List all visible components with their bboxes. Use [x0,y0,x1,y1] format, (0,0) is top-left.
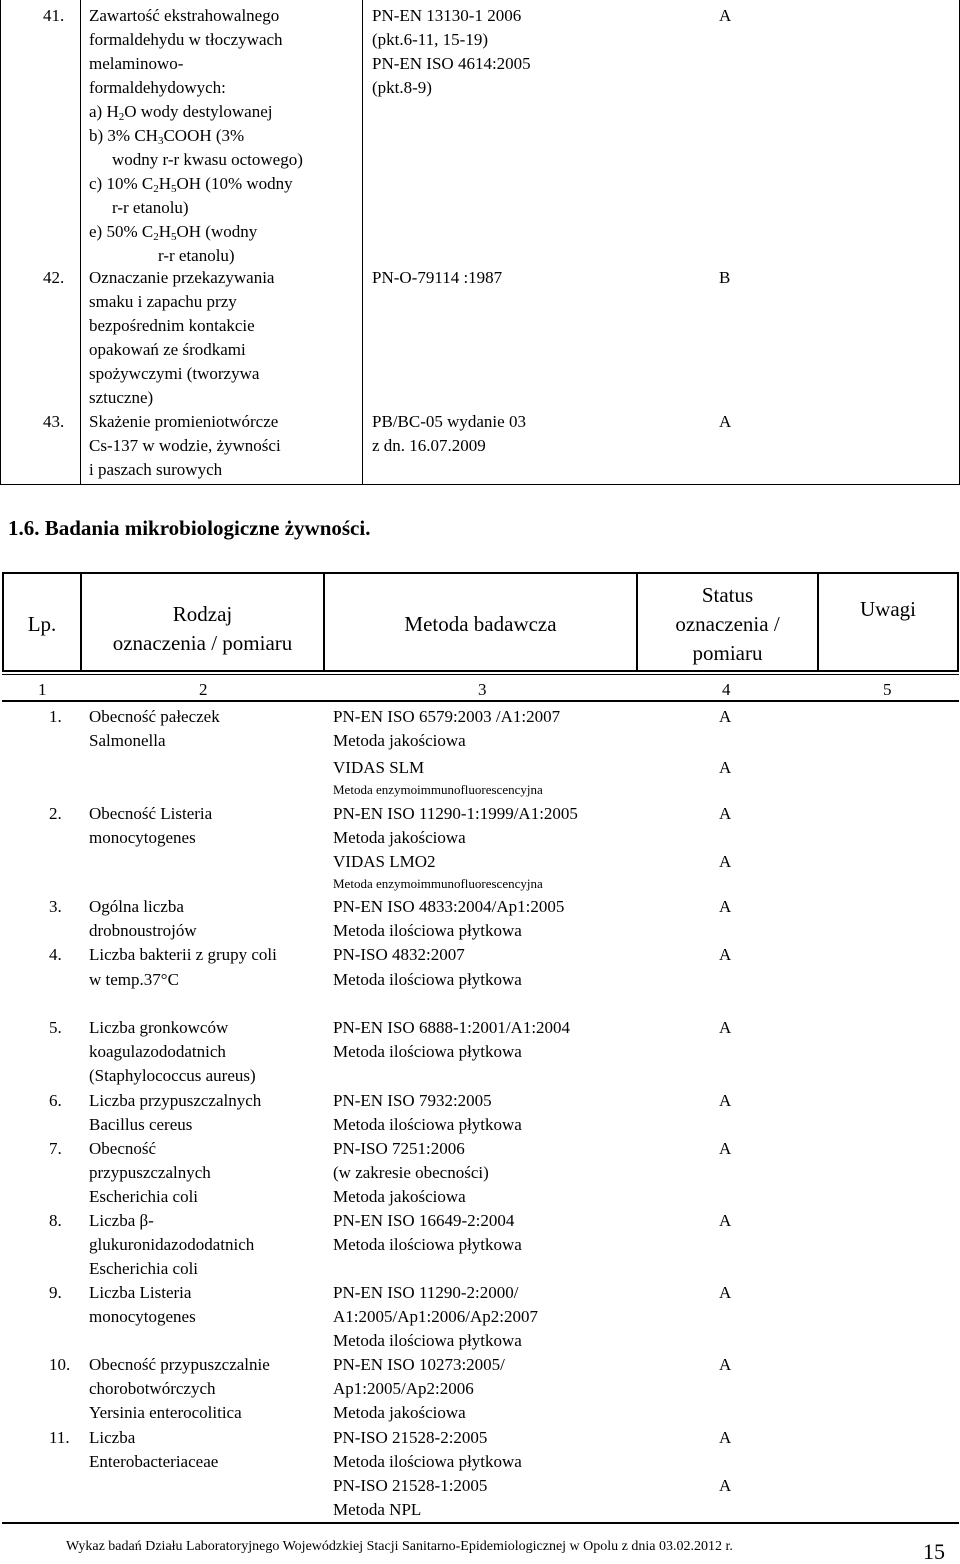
method-code: PN-ISO 7251:2006 [333,1139,465,1158]
item-name-line: koagulazododatnich [89,1042,226,1061]
subitem-b: b) 3% $CH_3COOH$ (3% [89,126,245,147]
item-name-line: w temp.37°C [89,970,179,989]
subitem-e-cont: r-r etanolu) [158,246,235,265]
item-name-line: Liczba [89,1428,136,1447]
header-status-1: Status [701,583,754,607]
item-name-line: i paszach surowych [89,460,223,479]
status-value: A [719,6,732,25]
method-code: PN-EN ISO 16649-2:2004 [333,1211,515,1230]
method-code: PN-EN ISO 11290-2:2000/ [333,1283,519,1302]
method-type: Metoda ilościowa płytkowa [333,1115,522,1134]
method-scope: (w zakresie obecności) [333,1163,489,1182]
item-name-line: Salmonella [89,731,166,750]
status-value: A [719,945,732,964]
item-name-line: Obecność Listeria [89,804,213,823]
item-name-line: przypuszczalnych [89,1163,211,1182]
item-name-line: monocytogenes [89,1307,196,1326]
method-line: PN-O-79114 :1987 [372,268,503,287]
item-name-line: Obecność pałeczek [89,707,220,726]
item-name-line: formaldehydowych: [89,78,226,97]
status-value: A [719,1283,732,1302]
col-number-4: 4 [722,680,731,699]
row-number: 43. [43,412,65,431]
method-code: VIDAS SLM [333,758,425,777]
status-value: B [719,268,731,287]
status-value: A [719,804,732,823]
method-code: PN-EN ISO 4833:2004/Ap1:2005 [333,897,565,916]
status-value: A [719,1428,732,1447]
item-name-line: Escherichia coli [89,1187,199,1206]
item-name-line: Liczba przypuszczalnych [89,1091,262,1110]
method-code: PN-EN ISO 6888-1:2001/A1:2004 [333,1018,571,1037]
status-value: A [719,1211,732,1230]
item-name-line: Liczba gronkowców [89,1018,229,1037]
status-value: A [719,1476,732,1495]
method-type: Metoda ilościowa płytkowa [333,1331,522,1350]
header-rodzaj-1: Rodzaj [172,602,233,626]
subitem-e: e) 50% $C_2H_5OH$ (wodny [89,222,258,243]
row-number: 42. [43,268,65,287]
method-type: Metoda jakościowa [333,1403,466,1422]
method-type: Metoda ilościowa płytkowa [333,970,522,989]
col-number-1: 1 [38,680,47,699]
item-name-line: Liczba Listeria [89,1283,192,1302]
method-type: Metoda NPL [333,1500,422,1519]
item-name-line: monocytogenes [89,828,196,847]
row-number: 11. [49,1428,70,1447]
method-type: Metoda jakościowa [333,828,466,847]
method-type: Metoda jakościowa [333,1187,466,1206]
item-name-line: Zawartość ekstrahowalnego [89,6,280,25]
subitem-b-cont: wodny r-r kwasu octowego) [112,150,303,169]
status-value: A [719,1091,732,1110]
section-title: 1.6. Badania mikrobiologiczne żywności. [8,516,371,540]
subitem-c: c) 10% $C_2H_5OH$ (10% wodny [89,174,293,195]
item-name-line: smaku i zapachu przy [89,292,237,311]
item-name-line: Bacillus cereus [89,1115,193,1134]
col-number-2: 2 [199,680,208,699]
subitem-c-cont: r-r etanolu) [112,198,189,217]
item-name-line: Yersinia enterocolitica [89,1403,242,1422]
col-number-3: 3 [478,680,487,699]
header-metoda: Metoda badawcza [404,612,557,636]
row-number: 1. [49,707,62,726]
status-value: A [719,707,732,726]
subitem-a: a) $H_2O$ wody destylowanej [89,102,273,123]
item-name-line: glukuronidazododatnich [89,1235,255,1254]
status-value: A [719,897,732,916]
item-name-line: opakowań ze środkami [89,340,246,359]
item-name-line: Obecność [89,1139,157,1158]
item-name-line: Escherichia coli [89,1259,199,1278]
page-number: 15 [923,1539,945,1564]
method-type: Metoda ilościowa płytkowa [333,1452,522,1471]
method-code: PN-ISO 21528-1:2005 [333,1476,488,1495]
row-number: 2. [49,804,62,823]
item-name-line: Enterobacteriaceae [89,1452,219,1471]
status-value: A [719,758,732,777]
row-number: 8. [49,1211,62,1230]
status-value: A [719,1139,732,1158]
method-code: PN-EN ISO 6579:2003 /A1:2007 [333,707,561,726]
method-type: Metoda jakościowa [333,731,466,750]
row-number: 5. [49,1018,62,1037]
item-name-line: formaldehydu w tłoczywach [89,30,283,49]
status-value: A [719,412,732,431]
method-type: Metoda ilościowa płytkowa [333,1042,522,1061]
method-line: (pkt.8-9) [372,78,432,97]
header-status-2: oznaczenia / [675,612,780,636]
method-line: PB/BC-05 wydanie 03 [372,412,526,431]
item-name-line: melaminowo- [89,54,184,73]
method-code: VIDAS LMO2 [333,852,436,871]
method-type: Metoda ilościowa płytkowa [333,1235,522,1254]
row-number: 10. [49,1355,71,1374]
item-name-line: Cs-137 w wodzie, żywności [89,436,281,455]
item-name-line: Ogólna liczba [89,897,184,916]
row-number: 41. [43,6,65,25]
status-value: A [719,1355,732,1374]
method-code: PN-EN ISO 7932:2005 [333,1091,492,1110]
item-name-line: spożywczymi (tworzywa [89,364,260,383]
item-name-line: (Staphylococcus aureus) [89,1066,256,1085]
item-name-line: chorobotwórczych [89,1379,216,1398]
method-type: Metoda ilościowa płytkowa [333,921,522,940]
method-line: z dn. 16.07.2009 [372,436,486,455]
method-line: (pkt.6-11, 15-19) [372,30,488,49]
method-code: PN-EN ISO 11290-1:1999/A1:2005 [333,804,578,823]
row-number: 6. [49,1091,62,1110]
row-number: 7. [49,1139,62,1158]
status-value: A [719,852,732,871]
status-value: A [719,1018,732,1037]
item-name-line: bezpośrednim kontakcie [89,316,255,335]
method-code-cont: Ap1:2005/Ap2:2006 [333,1379,474,1398]
header-rodzaj-2: oznaczenia / pomiaru [112,631,293,655]
method-code-cont: A1:2005/Ap1:2006/Ap2:2007 [333,1307,538,1326]
item-name-line: Skażenie promieniotwórcze [89,412,279,431]
method-line: PN-EN ISO 4614:2005 [372,54,531,73]
method-code: PN-ISO 4832:2007 [333,945,465,964]
row-number: 3. [49,897,62,916]
item-name-line: Obecność przypuszczalnie [89,1355,270,1374]
method-code: PN-ISO 21528-2:2005 [333,1428,488,1447]
item-name-line: Oznaczanie przekazywania [89,268,275,287]
item-name-line: Liczba β- [89,1211,154,1230]
header-lp: Lp. [27,612,57,636]
item-name-line: drobnoustrojów [89,921,197,940]
header-uwagi: Uwagi [860,597,916,621]
method-type: Metoda enzymoimmunofluorescencyjna [333,782,543,797]
item-name-line: Liczba bakterii z grupy coli [89,945,277,964]
method-code: PN-EN ISO 10273:2005/ [333,1355,505,1374]
col-number-5: 5 [883,680,892,699]
method-type: Metoda enzymoimmunofluorescencyjna [333,876,543,891]
row-number: 9. [49,1283,62,1302]
row-number: 4. [49,945,62,964]
footer-text: Wykaz badań Działu Laboratoryjnego Wojewódzkiej Stacji Sanitarno-Epidemiologicznej w Opolu z dnia 03.02.2012 r. [66,1539,733,1554]
item-name-line: sztuczne) [89,388,154,407]
header-status-3: pomiaru [692,641,763,665]
method-line: PN-EN 13130-1 2006 [372,6,522,25]
